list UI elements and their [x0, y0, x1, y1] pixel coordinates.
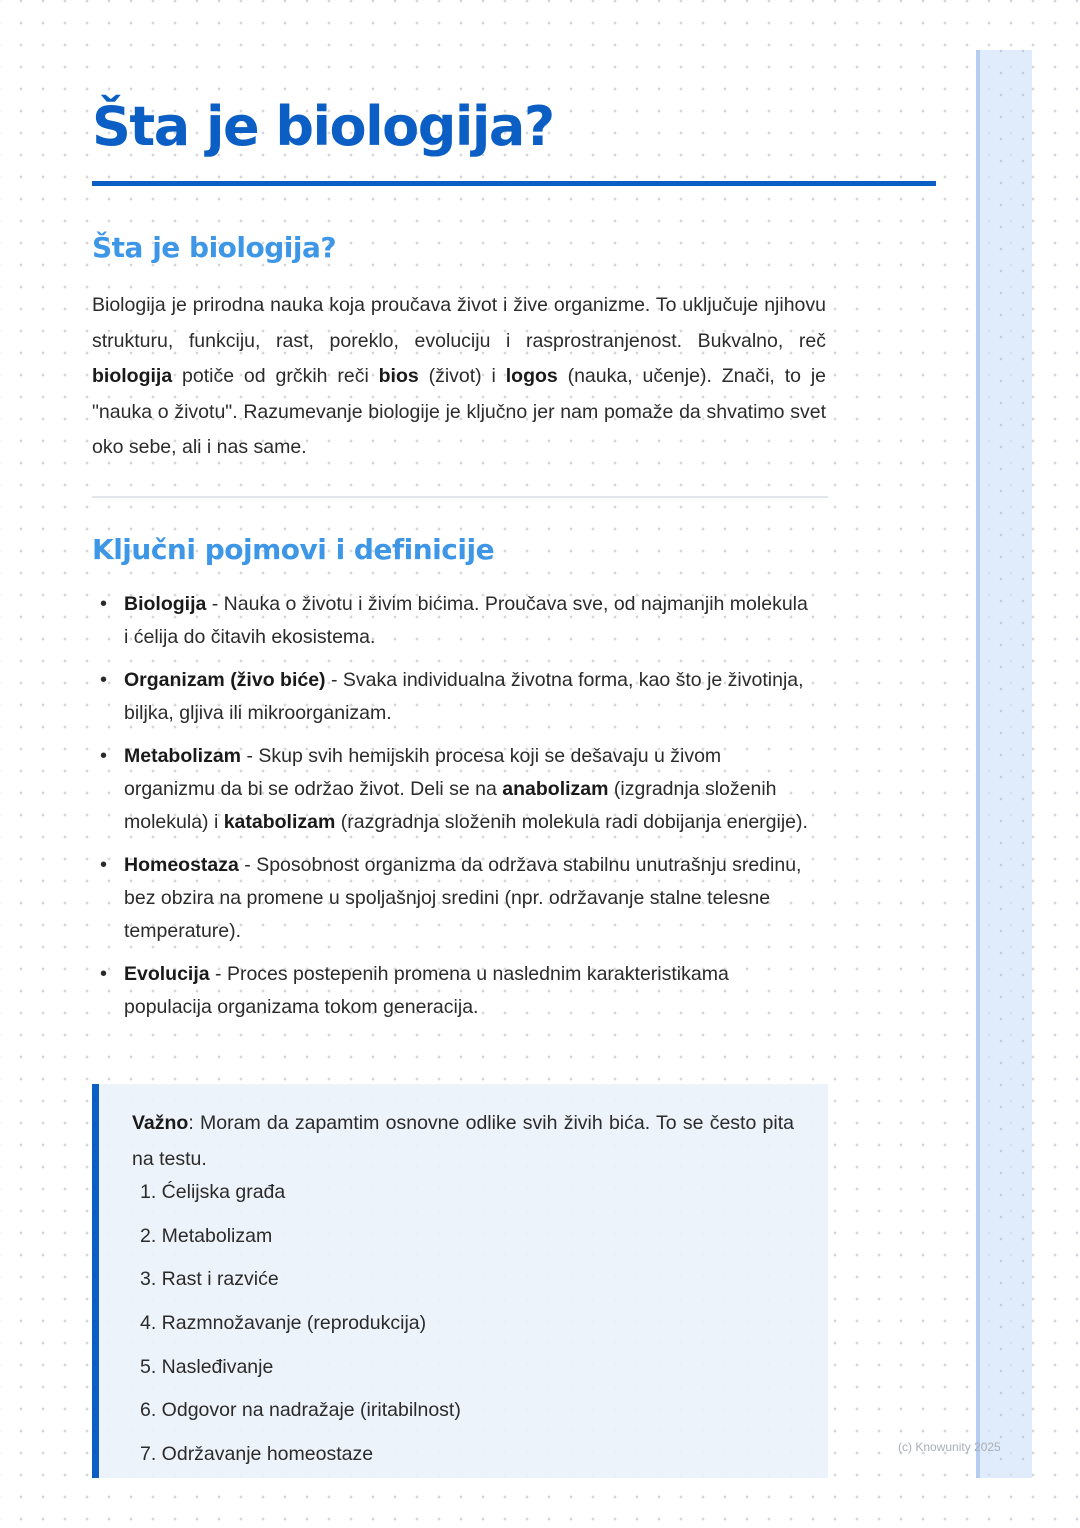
- list-item: [92, 740, 812, 839]
- page-title: Šta je biologija?: [92, 95, 554, 158]
- text-run: (nauka, učenje). Znači, to je "nauka o životu". Razumevanje biologije je ključno jer nam pomaže da shvatimo svet oko sebe, ali i nas same.: [92, 365, 826, 458]
- text-run: - Skup svih hemijskih procesa koji se dešavaju u živom organizmu da bi se održao život. Deli se na: [124, 745, 722, 800]
- list-item: 2. Metabolizam: [140, 1224, 273, 1247]
- definition-text: [124, 593, 808, 648]
- bold-term: Homeostaza: [124, 854, 239, 876]
- list-item: [92, 664, 812, 730]
- text-run: potiče od grčkih reči: [172, 365, 379, 387]
- callout-body: : Moram da zapamtim osnovne odlike svih živih bića. To se često pita na testu.: [132, 1112, 794, 1170]
- definition-text: [124, 745, 808, 833]
- bullet-icon: •: [100, 745, 108, 767]
- definition-text: [124, 854, 801, 942]
- intro-paragraph: [92, 288, 826, 466]
- bullet-icon: •: [100, 593, 108, 615]
- bullet-icon: •: [100, 669, 108, 691]
- list-item: 6. Odgovor na nadražaje (iritabilnost): [140, 1399, 461, 1422]
- bullet-icon: •: [100, 963, 108, 985]
- bullet-icon: •: [100, 854, 108, 876]
- callout-text: [132, 1105, 794, 1177]
- text-run: Biologija je prirodna nauka koja proučava život i žive organizme. To uključuje njihovu strukturu, funkciju, rast, poreklo, evoluciju i rasprostranjenost. Bukvalno, reč: [92, 294, 826, 352]
- list-item: [92, 849, 812, 948]
- list-item: 3. Rast i razviće: [140, 1268, 279, 1291]
- bold-term: Organizam (živo biće): [124, 669, 326, 691]
- section-divider: [92, 496, 828, 498]
- bold-term: anabolizam: [502, 778, 609, 800]
- bold-term: Evolucija: [124, 963, 210, 985]
- definition-text: [124, 669, 804, 724]
- list-item: 7. Održavanje homeostaze: [140, 1443, 374, 1466]
- bold-term: katabolizam: [223, 811, 336, 833]
- text-run: - Nauka o životu i živim bićima. Proučava sve, od najmanjih molekula i ćelija do čitavih ekosistema.: [124, 593, 808, 648]
- bold-term: biologija: [92, 365, 173, 387]
- copyright-footer: (c) Knowunity 2025: [898, 1440, 1001, 1454]
- side-strip: [976, 50, 1032, 1478]
- text-run: (razgradnja složenih molekula radi dobijanja energije).: [335, 811, 808, 833]
- list-item: [92, 958, 812, 1024]
- text-run: - Sposobnost organizma da održava stabilnu unutrašnju sredinu, bez obzira na promene u spoljašnjoj sredini (npr. održavanje stalne telesne temperature).: [124, 854, 802, 942]
- definitions-list: [92, 588, 812, 1034]
- traits-list: [140, 1174, 461, 1480]
- text-run: - Proces postepenih promena u naslednim karakteristikama populacija organizama tokom generacija.: [124, 963, 729, 1018]
- definition-text: [124, 963, 729, 1018]
- text-run: (život) i: [418, 365, 506, 387]
- list-item: 4. Razmnožavanje (reprodukcija): [140, 1312, 427, 1335]
- callout-label: Važno: [132, 1112, 189, 1134]
- list-item: 5. Nasleđivanje: [140, 1355, 274, 1378]
- section-heading-key-terms: Ključni pojmovi i definicije: [92, 533, 495, 566]
- bold-term: Biologija: [124, 593, 207, 615]
- text-run: - Svaka individualna životna forma, kao što je životinja, biljka, gljiva ili mikroorganizam.: [124, 669, 804, 724]
- list-item: [92, 588, 812, 654]
- section-heading-what-is-biology: Šta je biologija?: [92, 231, 337, 264]
- list-item: 1. Ćelijska građa: [140, 1181, 286, 1203]
- bold-term: bios: [378, 365, 419, 387]
- bold-term: logos: [505, 365, 558, 387]
- bold-term: Metabolizam: [124, 745, 242, 767]
- text-run: (izgradnja složenih molekula) i: [124, 778, 777, 833]
- title-rule: [92, 181, 936, 186]
